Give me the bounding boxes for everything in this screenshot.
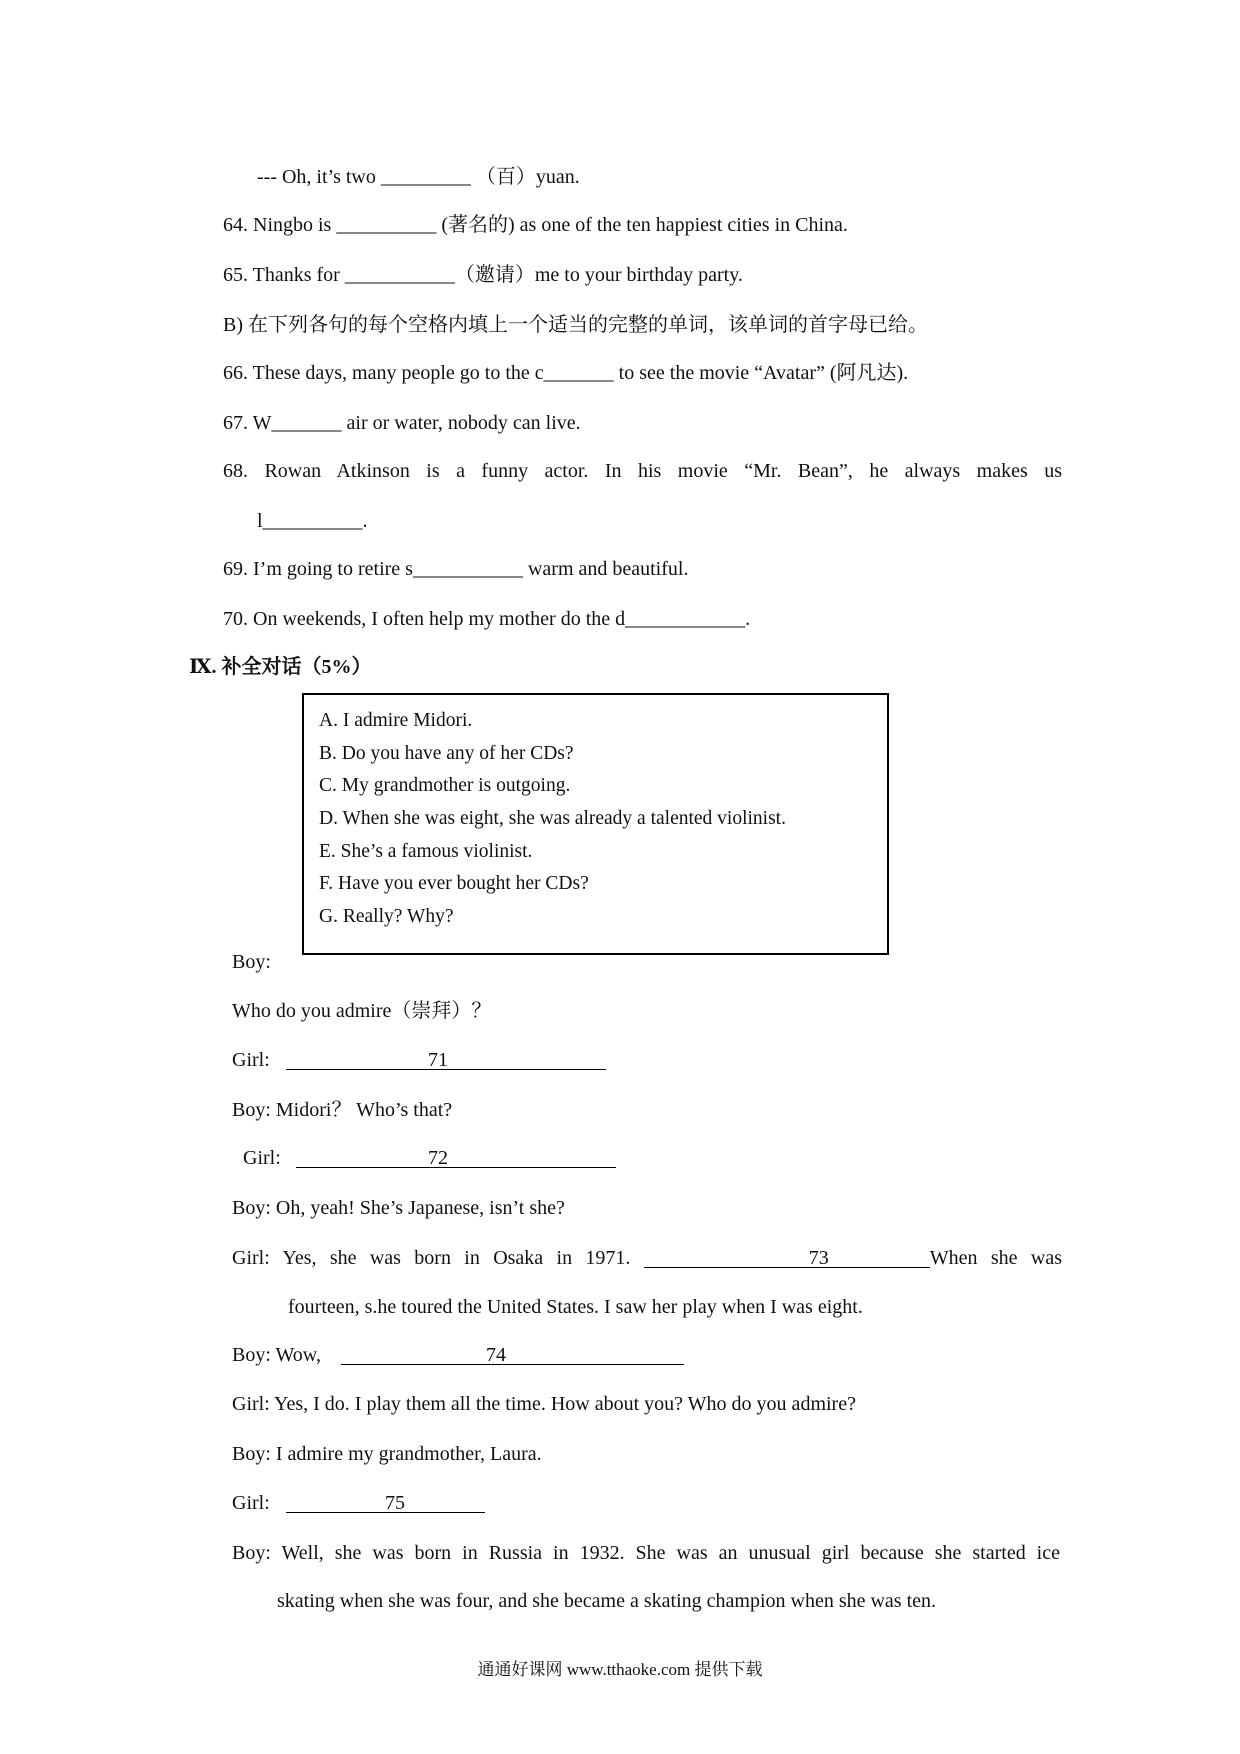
- question-70: 70. On weekends, I often help my mother do the d____________.: [223, 608, 751, 630]
- answer-blank-72: [296, 1145, 616, 1168]
- dialogue-girl-71: [232, 1047, 612, 1073]
- dialogue-boy-japanese: Boy: Oh, yeah! She’s Japanese, isn’t she?: [232, 1197, 565, 1219]
- question-67: 67. W_______ air or water, nobody can live.: [223, 412, 581, 434]
- blank-number: 72: [428, 1147, 448, 1169]
- dialogue-who-admire: Who do you admire（崇拜）？: [232, 1000, 492, 1022]
- question-69: 69. I’m going to retire s___________ warm and beautiful.: [223, 558, 689, 580]
- page-footer: 通通好课网 www.tthaoke.com 提供下载: [477, 1660, 763, 1679]
- speaker-label: Girl:: [243, 1147, 281, 1169]
- answer-blank-74: [341, 1342, 684, 1365]
- question-66: 66. These days, many people go to the c_______ to see the movie “Avatar” (阿凡达).: [223, 362, 909, 384]
- dialogue-boy-intro: Boy:: [232, 951, 271, 973]
- dialogue-boy-midori: Boy: Midori？ Who’s that?: [232, 1099, 453, 1121]
- speaker-label: Girl:: [232, 1492, 270, 1514]
- blank-number: 73: [808, 1247, 829, 1269]
- speaker-label: Boy: Wow,: [232, 1344, 321, 1366]
- option-a: A. I admire Midori.: [319, 710, 473, 731]
- blank-number: 75: [385, 1492, 405, 1514]
- dialogue-text: Girl: Yes, she was born in Osaka in 1971.: [232, 1247, 631, 1269]
- option-d: D. When she was eight, she was already a talented violinist.: [319, 808, 786, 829]
- dialogue-text: When she was: [929, 1247, 1063, 1269]
- dialogue-girl-72: [243, 1145, 623, 1171]
- option-c: C. My grandmother is outgoing.: [319, 775, 571, 796]
- dialogue-boy-74: [232, 1342, 692, 1368]
- dialogue-girl-75: [232, 1490, 492, 1516]
- dialogue-boy-russia-continued: skating when she was four, and she became a skating champion when she was ten.: [277, 1590, 937, 1612]
- question-68: 68. Rowan Atkinson is a funny actor. In his movie “Mr. Bean”, he always makes us: [223, 460, 1062, 482]
- blank-number: 74: [486, 1344, 506, 1366]
- dialogue-girl-73-continued: fourteen, s.he toured the United States. I saw her play when I was eight.: [288, 1296, 863, 1318]
- question-65: 65. Thanks for ___________（邀请）me to your birthday party.: [223, 264, 743, 286]
- answer-blank-75: [286, 1490, 485, 1513]
- option-f: F. Have you ever bought her CDs?: [319, 873, 589, 894]
- answer-blank-71: [286, 1047, 606, 1070]
- dialogue-girl-73: [232, 1245, 1062, 1271]
- answer-line-hundred: --- Oh, it’s two _________ （百）yuan.: [257, 166, 580, 188]
- blank-number: 71: [428, 1049, 448, 1071]
- question-64: 64. Ningbo is __________ (著名的) as one of the ten happiest cities in China.: [223, 214, 848, 236]
- option-b: B. Do you have any of her CDs?: [319, 743, 574, 764]
- answer-blank-73: [644, 1245, 930, 1268]
- question-68-continued: l__________.: [257, 510, 368, 532]
- option-g: G. Really? Why?: [319, 906, 454, 927]
- section-heading: Ⅸ. 补全对话（5%）: [189, 656, 372, 678]
- option-e: E. She’s a famous violinist.: [319, 841, 533, 862]
- part-b-instruction: B) 在下列各句的每个空格内填上一个适当的完整的单词，该单词的首字母已给。: [223, 314, 928, 336]
- dialogue-boy-grandmother: Boy: I admire my grandmother, Laura.: [232, 1443, 542, 1465]
- options-box: [302, 693, 889, 955]
- dialogue-boy-russia: Boy: Well, she was born in Russia in 1932. She was an unusual girl because she started ice: [232, 1542, 1060, 1564]
- dialogue-girl-cds: Girl: Yes, I do. I play them all the time. How about you? Who do you admire?: [232, 1393, 856, 1415]
- speaker-label: Girl:: [232, 1049, 270, 1071]
